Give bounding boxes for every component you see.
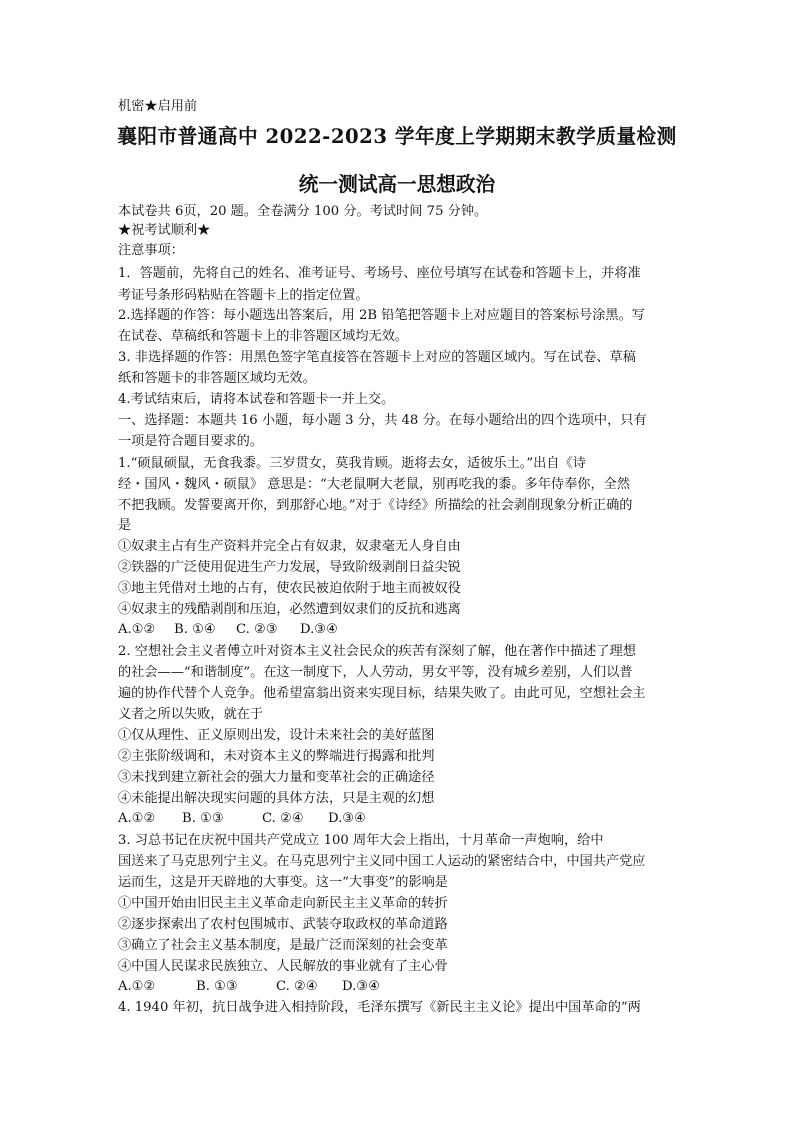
q2-stem-line-3: 遍的协作代替个人竞争。他希望富翁出资来实现目标，结果失败了。由此可见，空想社会主 xyxy=(118,686,646,701)
q3-option-1: ①中国开始由旧民主主义革命走向新民主主义革命的转折 xyxy=(118,896,448,911)
q1-option-1: ①奴隶主占有生产资料并完全占有奴隶，奴隶毫无人身自由 xyxy=(118,539,461,554)
q1-stem-line-4: 是 xyxy=(118,518,132,533)
q3-choice-a: A.①② xyxy=(118,979,156,994)
q2-option-3: ③未找到建立新社会的强大力量和变革社会的正确途径 xyxy=(118,770,435,785)
q2-choice-b: B. ①③ xyxy=(182,811,224,826)
q3-stem-line-1: 3. 习总书记在庆祝中国共产党成立 100 周年大会上指出，十月革命一声炮响，给中 xyxy=(118,833,604,848)
q3-option-3: ③确立了社会主义基本制度，是最广泛而深刻的社会变革 xyxy=(118,938,448,953)
notice-1-line-2: 考证号条形码粘贴在答题卡上的指定位置。 xyxy=(118,288,369,303)
exam-subtitle: 统一测试高一思想政治 xyxy=(298,173,496,196)
q3-stem-line-2: 国送来了马克思列宁主义。在马克思列宁主义同中国工人运动的紧密结合中，中国共产党应 xyxy=(118,854,646,869)
q2-choices xyxy=(118,809,366,829)
section-heading-line-2: 一项是符合题目要求的。 xyxy=(118,434,264,449)
notice-1-line-1: 1．答题前，先将自己的姓名、准考证号、考场号、座位号填写在试卷和答题卡上，并将准 xyxy=(118,266,641,281)
notice-2-line-1: 2.选择题的作答：每小题选出答案后，用 2B 铅笔把答题卡上对应题目的答案标号涂黑。写 xyxy=(118,308,645,323)
q1-choice-d: D.③④ xyxy=(300,622,338,637)
q2-option-1: ①仅从理性、正义原则出发，设计未来社会的美好蓝图 xyxy=(118,728,435,743)
notice-3-line-2: 纸和答题卡的非答题区域均无效。 xyxy=(118,371,316,386)
q1-option-4: ④奴隶主的残酷剥削和压迫，必然遭到奴隶们的反抗和逃离 xyxy=(118,602,461,617)
q1-stem-line-1: 1.“硕鼠硕鼠，无食我黍。三岁贯女，莫我肯顾。逝将去女，适彼乐土。”出自《诗 xyxy=(118,456,586,471)
q2-choice-a: A.①② xyxy=(118,811,156,826)
notice-2-line-2: 在试卷、草稿纸和答题卡上的非答题区域均无效。 xyxy=(118,329,409,344)
q1-stem-line-2: 经・国风・魏风・硕鼠》 意思是：“大老鼠啊大老鼠，别再吃我的黍。多年侍奉你，全然 xyxy=(118,477,631,492)
q3-choice-b: B. ①③ xyxy=(196,979,238,994)
q3-option-2: ②逐步探索出了农村包围城市、武装夺取政权的革命道路 xyxy=(118,917,448,932)
q2-choice-d: D.③④ xyxy=(328,811,366,826)
q1-option-2: ②铁器的广泛使用促进生产力发展，导致阶级剥削日益尖锐 xyxy=(118,560,461,575)
notice-3-line-1: 3. 非选择题的作答：用黑色签字笔直接答在答题卡上对应的答题区域内。写在试卷、草稿 xyxy=(118,350,636,365)
q1-choices xyxy=(118,620,338,640)
confidential-label: 机密★启用前 xyxy=(118,99,198,114)
notice-4: 4.考试结束后，请将本试卷和答题卡一并上交。 xyxy=(118,392,395,407)
q1-stem-line-3: 不把我顾。发誓要离开你，到那舒心地。”对于《诗经》所描绘的社会剥削现象分析正确的 xyxy=(118,498,633,513)
section-heading-line-1: 一、选择题：本题共 16 小题，每小题 3 分，共 48 分。在每小题给出的四个选项中，只有 xyxy=(118,413,647,428)
q3-choice-d: D.③④ xyxy=(342,979,380,994)
q1-option-3: ③地主凭借对土地的占有，使农民被迫依附于地主而被奴役 xyxy=(118,581,461,596)
q2-option-4: ④未能提出解决现实问题的具体方法，只是主观的幻想 xyxy=(118,791,435,806)
exam-info: 本试卷共 6页，20 题。全卷满分 100 分。考试时间 75 分钟。 xyxy=(118,204,488,219)
q3-option-4: ④中国人民谋求民族独立、人民解放的事业就有了主心骨 xyxy=(118,959,448,974)
q3-choices xyxy=(118,977,380,997)
q2-stem-line-4: 义者之所以失败，就在于 xyxy=(118,707,264,722)
q2-stem-line-2: 的社会——“和谐制度”。在这一制度下，人人劳动，男女平等，没有城乡差别，人们以普 xyxy=(118,665,633,680)
q2-option-2: ②主张阶级调和，未对资本主义的弊端进行揭露和批判 xyxy=(118,749,435,764)
exam-title: 襄阳市普通高中 2022-2023 学年度上学期期末教学质量检测 xyxy=(117,125,677,148)
q1-choice-b: B. ①④ xyxy=(174,622,216,637)
q4-stem-line-1: 4. 1940 年初，抗日战争进入相持阶段，毛泽东撰写《新民主主义论》提出中国革命的“两 xyxy=(118,1000,641,1015)
q1-choice-c: C. ②③ xyxy=(236,622,278,637)
q3-stem-line-3: 运而生，这是开天辟地的大事变。这一“大事变”的影响是 xyxy=(118,875,448,890)
q2-stem-line-1: 2. 空想社会主义者傅立叶对资本主义社会民众的疾苦有深刻了解，他在著作中描述了理想 xyxy=(118,644,636,659)
good-luck-line: ★祝考试顺利★ xyxy=(118,223,211,238)
notice-title: 注意事项： xyxy=(118,243,184,258)
q2-choice-c: C. ②④ xyxy=(262,811,304,826)
q1-choice-a: A.①② xyxy=(118,622,156,637)
q3-choice-c: C. ②④ xyxy=(276,979,318,994)
